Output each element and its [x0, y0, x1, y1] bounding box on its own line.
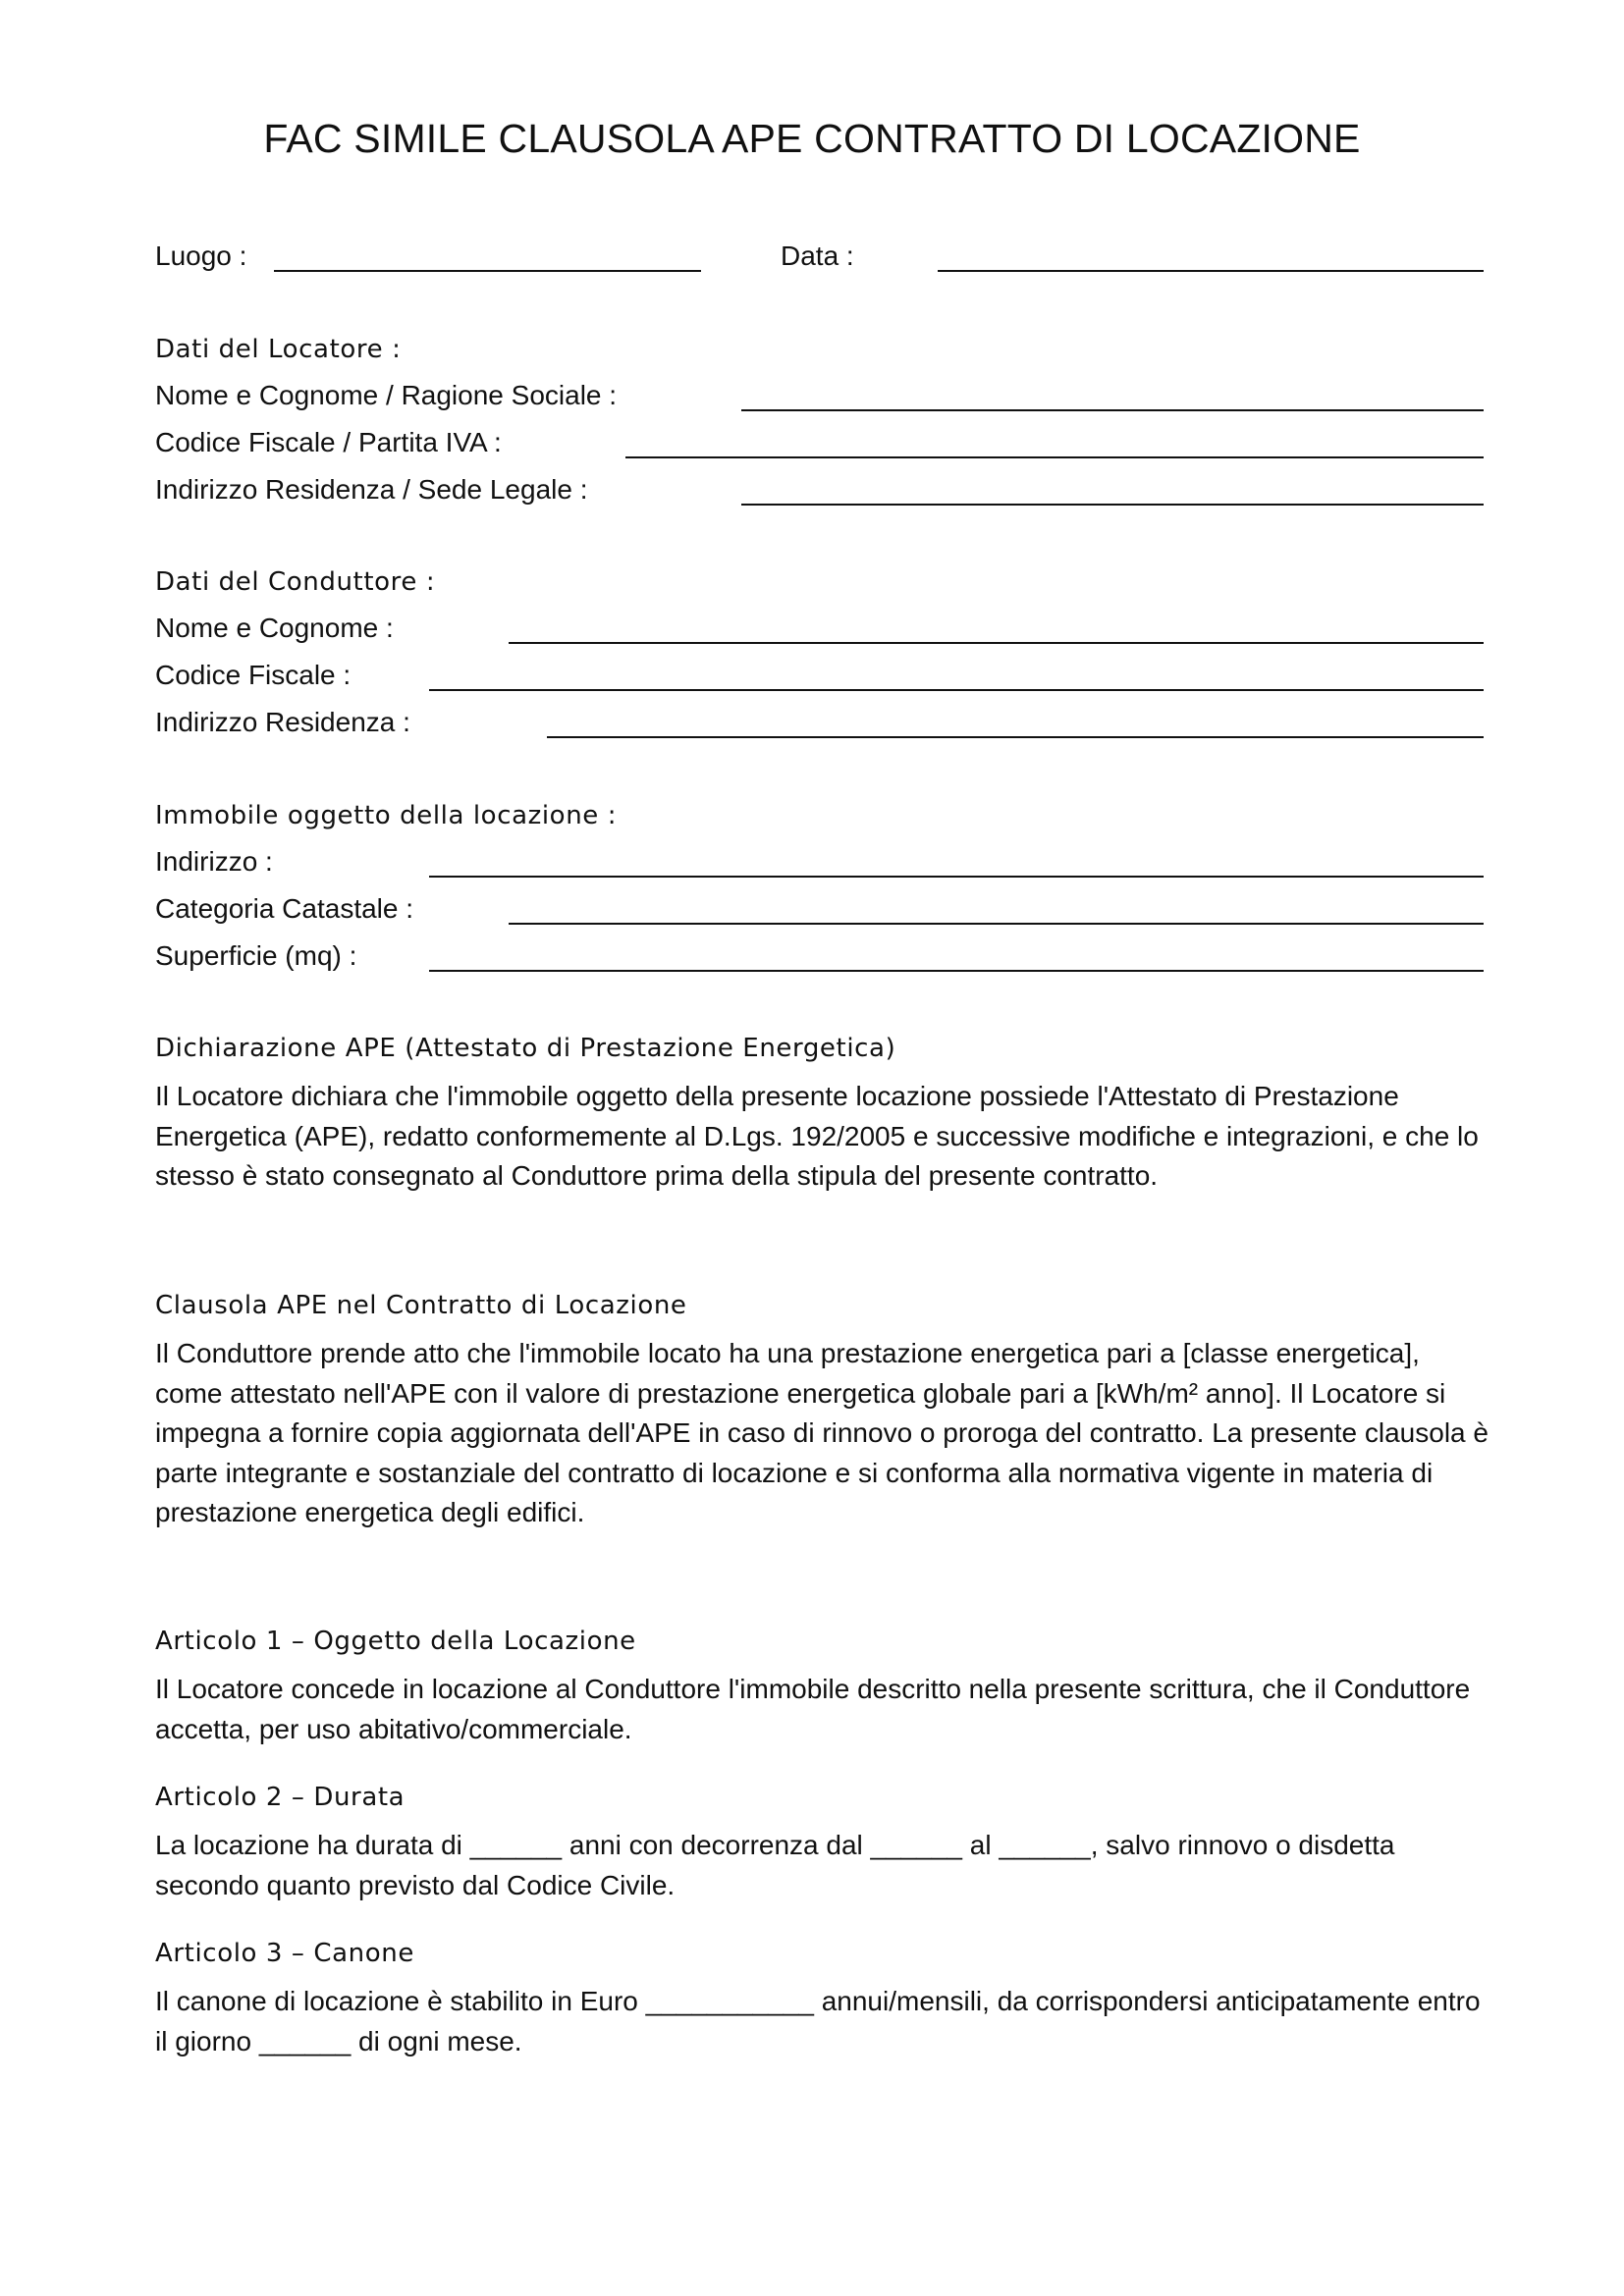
luogo-field[interactable] [274, 270, 701, 272]
luogo-label: Luogo : [155, 240, 247, 271]
immobile-superficie-label: Superficie (mq) : [155, 940, 357, 971]
conduttore-nome-label: Nome e Cognome : [155, 613, 394, 643]
articolo-3-text: Il canone di locazione è stabilito in Euro ___________ annui/mensili, da corrispondersi anticipatamente entro il giorno ______ di ogni mese. [155, 1986, 1481, 2056]
locatore-indirizzo-field[interactable] [741, 504, 1484, 506]
conduttore-cf-label: Codice Fiscale : [155, 660, 352, 690]
locatore-nome-label: Nome e Cognome / Ragione Sociale : [155, 380, 618, 410]
locatore-indirizzo-label: Indirizzo Residenza / Sede Legale : [155, 474, 588, 505]
immobile-indirizzo-label: Indirizzo : [155, 846, 273, 877]
immobile-superficie-field[interactable] [429, 970, 1484, 972]
conduttore-indirizzo-field[interactable] [547, 736, 1484, 738]
immobile-indirizzo-field[interactable] [429, 876, 1484, 878]
dichiarazione-text: Il Locatore dichiara che l'immobile oggetto della presente locazione possiede l'Attestato di Prestazione Energetica (APE), redatto conformemente al D.Lgs. 192/2005 e successive modifiche e integrazioni, e che lo stesso è stato consegnato al Conduttore prima della stipula del presente contratto. [155, 1081, 1479, 1191]
articolo-1-text: Il Locatore concede in locazione al Conduttore l'immobile descritto nella presente scrittura, che il Conduttore accetta, per uso abitativo/commerciale. [155, 1674, 1471, 1744]
conduttore-cf-field[interactable] [429, 689, 1484, 691]
clausola-text: Il Conduttore prende atto che l'immobile locato ha una prestazione energetica pari a [classe energetica], come attestato nell'APE con il valore di prestazione energetica globale pari a [kWh/m² anno]. Il Locatore si impegna a fornire copia aggiornata dell'APE in caso di rinnovo o proroga del contratto. La presente clausola è parte integrante e sostanziale del contratto di locazione e si conforma alla normativa vigente in materia di prestazione energetica degli edifici. [155, 1338, 1489, 1527]
articolo-3-heading: Articolo 3 – Canone [155, 1939, 414, 1968]
articolo-1-heading: Articolo 1 – Oggetto della Locazione [155, 1627, 636, 1656]
immobile-heading: Immobile oggetto della locazione : [155, 801, 618, 830]
locatore-cf-field[interactable] [625, 456, 1484, 458]
document-title: FAC SIMILE CLAUSOLA APE CONTRATTO DI LOCAZIONE [263, 116, 1361, 161]
locatore-cf-label: Codice Fiscale / Partita IVA : [155, 427, 502, 457]
clausola-heading: Clausola APE nel Contratto di Locazione [155, 1291, 687, 1320]
articolo-2-text: La locazione ha durata di ______ anni con decorrenza dal ______ al ______, salvo rinnovo o disdetta secondo quanto previsto dal Codice Civile. [155, 1830, 1395, 1900]
data-label: Data : [781, 240, 854, 271]
conduttore-nome-field[interactable] [509, 642, 1484, 644]
immobile-categoria-label: Categoria Catastale : [155, 893, 414, 924]
articolo-2-heading: Articolo 2 – Durata [155, 1783, 406, 1812]
immobile-categoria-field[interactable] [509, 923, 1484, 925]
locatore-nome-field[interactable] [741, 409, 1484, 411]
conduttore-heading: Dati del Conduttore : [155, 567, 436, 597]
data-field[interactable] [938, 270, 1484, 272]
locatore-heading: Dati del Locatore : [155, 335, 402, 364]
conduttore-indirizzo-label: Indirizzo Residenza : [155, 707, 410, 737]
dichiarazione-heading: Dichiarazione APE (Attestato di Prestazione Energetica) [155, 1034, 896, 1063]
